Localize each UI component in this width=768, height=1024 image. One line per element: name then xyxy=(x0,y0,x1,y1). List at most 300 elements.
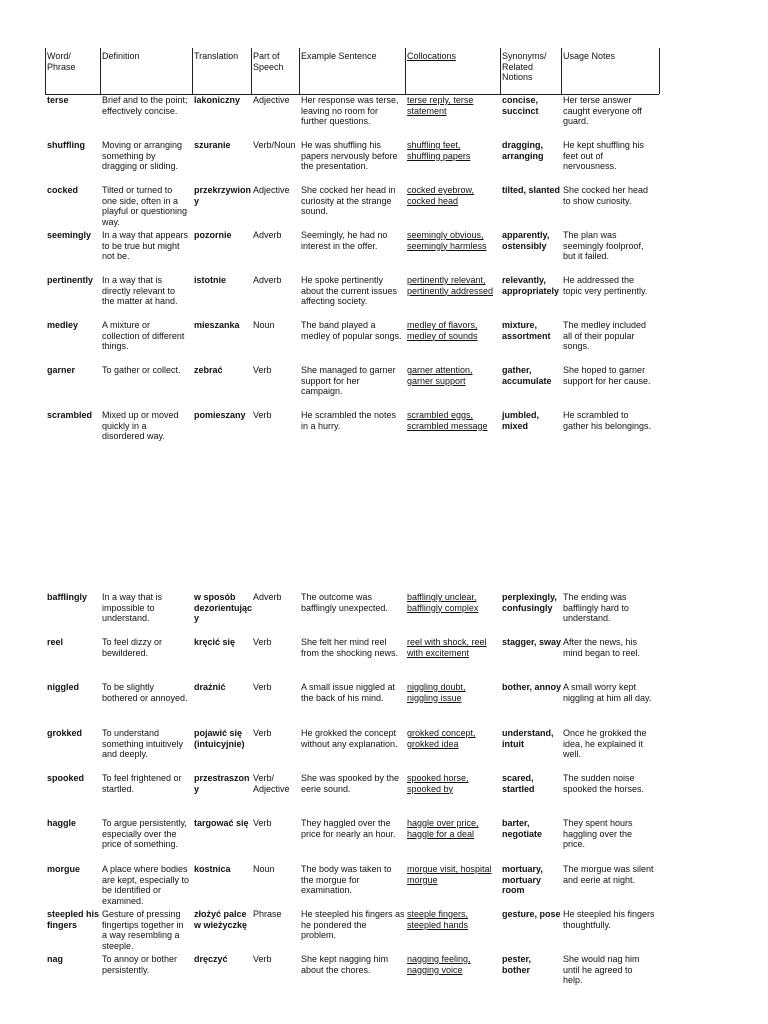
cell-line: She managed to garner xyxy=(301,365,396,375)
cell-line: affecting society. xyxy=(301,296,368,306)
cell-collocations xyxy=(407,818,479,839)
cell-word xyxy=(47,185,78,196)
cell-line: Tilted or turned to xyxy=(102,185,173,195)
cell-line: To gather or collect. xyxy=(102,365,181,375)
cell-line: pertinently relevant, xyxy=(407,275,486,285)
cell-line: kostnica xyxy=(194,864,231,874)
cell-line: The morgue was silent xyxy=(563,864,654,874)
cell-definition xyxy=(102,864,189,906)
cell-line: thoughtfully. xyxy=(563,919,611,930)
cell-line: but it failed. xyxy=(563,251,610,261)
cell-line: nervousness. xyxy=(563,161,617,171)
cell-pos xyxy=(253,728,272,739)
cell-example xyxy=(301,909,405,941)
cell-line: curiosity at the strange xyxy=(301,195,392,206)
cell-pos xyxy=(253,954,272,965)
cell-line: She cocked her head xyxy=(563,185,649,195)
cell-collocations xyxy=(407,95,473,116)
cell-line: He steepled his fingers as xyxy=(301,909,405,919)
cell-synonyms xyxy=(502,140,544,161)
cell-line: spooked the horses. xyxy=(563,783,645,794)
cell-line: help. xyxy=(563,975,583,985)
cell-definition xyxy=(102,592,162,624)
header-word xyxy=(47,51,76,72)
cell-line: They spent hours xyxy=(563,818,633,828)
cell-usage xyxy=(563,728,647,760)
cell-line: Adverb xyxy=(253,275,282,285)
cell-line: the morgue for xyxy=(301,874,360,885)
cell-translation xyxy=(194,682,226,693)
cell-line: scrambled message xyxy=(407,420,488,431)
cell-usage xyxy=(563,320,646,352)
cell-usage xyxy=(563,410,651,431)
cell-definition xyxy=(102,275,178,307)
cell-line: nag xyxy=(47,954,64,964)
cell-line: drażnić xyxy=(194,682,226,692)
cell-line: Once he grokked the xyxy=(563,728,647,738)
cell-example xyxy=(301,728,398,749)
cell-line: Verb xyxy=(253,410,272,420)
header-translation xyxy=(194,51,238,62)
cell-translation xyxy=(194,954,228,965)
cell-line: examined. xyxy=(102,895,144,906)
cell-line: To understand xyxy=(102,728,160,738)
cell-line: support for her cause. xyxy=(563,375,651,386)
cell-line: pertinently addressed xyxy=(407,285,494,296)
cell-line: spooked by xyxy=(407,783,454,794)
cell-line: niggling issue xyxy=(407,692,462,703)
cell-line: apparently, xyxy=(502,230,550,240)
cell-line: disordered way. xyxy=(102,431,165,441)
cell-translation xyxy=(194,410,246,421)
cell-word xyxy=(47,818,76,829)
cell-line: interest in the offer. xyxy=(301,240,378,251)
cell-line: nagging voice xyxy=(407,964,463,975)
cell-definition xyxy=(102,410,179,442)
cell-line: things. xyxy=(102,341,129,351)
cell-line: idea, he explained it xyxy=(563,738,644,749)
cell-example xyxy=(301,818,396,839)
cell-example xyxy=(301,773,399,794)
cell-word xyxy=(47,864,80,875)
header-part-of-speech xyxy=(253,51,284,72)
cell-line: The body was taken to xyxy=(301,864,392,874)
cell-line: grokked xyxy=(47,728,83,738)
cell-definition xyxy=(102,365,181,376)
cell-line: She felt her mind reel xyxy=(301,637,387,647)
cell-line: Noun xyxy=(253,864,275,874)
cell-line: mortuary, xyxy=(502,864,543,874)
cell-line: bafflingly hard to xyxy=(563,602,629,613)
cell-line: He steepled his fingers xyxy=(563,909,655,919)
cell-translation xyxy=(194,773,250,794)
cell-line: złożyć palce xyxy=(194,909,247,919)
cell-pos xyxy=(253,410,272,421)
cell-line: the back of his mind. xyxy=(301,692,384,703)
cell-translation xyxy=(194,728,245,749)
cell-line: campaign. xyxy=(301,386,343,396)
cell-usage xyxy=(563,909,655,930)
cell-line: startled xyxy=(502,783,535,794)
cell-line: room xyxy=(502,885,525,895)
cell-usage xyxy=(563,818,633,850)
cell-line: terse xyxy=(47,95,69,105)
cell-line: scrambled eggs, xyxy=(407,410,474,420)
cell-line: medley of popular songs. xyxy=(301,330,402,341)
cell-line: He scrambled the notes xyxy=(301,410,397,420)
cell-collocations xyxy=(407,637,487,658)
cell-translation xyxy=(194,637,235,648)
cell-line: perplexingly, xyxy=(502,592,557,602)
cell-pos xyxy=(253,185,290,196)
cell-collocations xyxy=(407,410,488,431)
cell-line: intuit xyxy=(502,738,524,749)
cell-line: well. xyxy=(563,749,582,759)
cell-line: Her response was terse, xyxy=(301,95,399,105)
cell-line: grokked idea xyxy=(407,738,459,749)
cell-synonyms xyxy=(502,230,549,251)
cell-line: Verb xyxy=(253,682,272,692)
cell-line: from the shocking news. xyxy=(301,647,399,658)
cell-line: He addressed the xyxy=(563,275,635,285)
cell-definition xyxy=(102,320,184,352)
cell-line: Usage Notes xyxy=(563,51,616,61)
cell-line: szuranie xyxy=(194,140,231,150)
cell-synonyms xyxy=(502,954,531,975)
cell-pos xyxy=(253,682,272,693)
cell-line: pomieszany xyxy=(194,410,246,420)
cell-line: fingers xyxy=(47,919,78,930)
cell-line: In a way that is xyxy=(102,592,163,602)
cell-example xyxy=(301,365,396,397)
cell-line: mixture, xyxy=(502,320,538,330)
cell-line: quickly in a xyxy=(102,420,147,431)
cell-line: shuffling xyxy=(47,140,85,150)
cell-line: After the news, his xyxy=(563,637,638,647)
cell-line: tilted, slanted xyxy=(502,185,561,195)
cell-line: Word/ xyxy=(47,51,71,61)
cell-word xyxy=(47,275,93,286)
cell-line: seemingly harmless xyxy=(407,240,487,251)
header-usage-notes xyxy=(563,51,615,62)
cell-line: w sposób xyxy=(194,592,236,602)
cell-line: price of something. xyxy=(102,839,179,849)
cell-pos xyxy=(253,864,275,875)
cell-line: Part of xyxy=(253,51,280,61)
cell-line: medley of flavors, xyxy=(407,320,478,330)
cell-synonyms xyxy=(502,818,542,839)
cell-translation xyxy=(194,275,226,286)
cell-line: She was spooked by the xyxy=(301,773,400,783)
cell-line: A small issue niggled at xyxy=(301,682,396,692)
cell-line: and eerie at night. xyxy=(563,874,636,885)
header-example xyxy=(301,51,377,62)
cell-synonyms xyxy=(502,185,560,196)
cell-translation xyxy=(194,320,240,331)
cell-line: steepled his xyxy=(47,909,100,919)
cell-line: dezorientując xyxy=(194,602,253,613)
cell-line: cocked xyxy=(47,185,79,195)
cell-line: all of their popular xyxy=(563,330,635,341)
cell-line: confusingly xyxy=(502,602,553,613)
cell-line: until he agreed to xyxy=(563,964,633,975)
cell-line: kręcić się xyxy=(194,637,236,647)
cell-word xyxy=(47,773,84,784)
cell-collocations xyxy=(407,185,474,206)
cell-line: arranging xyxy=(502,150,544,161)
cell-usage xyxy=(563,864,654,885)
cell-line: cocked eyebrow, xyxy=(407,185,475,195)
cell-line: Verb xyxy=(253,954,272,964)
cell-line: scared, xyxy=(502,773,534,783)
cell-synonyms xyxy=(502,728,554,749)
cell-line: seemingly obvious, xyxy=(407,230,484,240)
cell-line: niggled xyxy=(47,682,79,692)
cell-line: medley xyxy=(47,320,79,330)
cell-line: Speech xyxy=(253,61,284,72)
cell-line: dragging, xyxy=(502,140,543,150)
cell-line: She kept nagging him xyxy=(301,954,389,964)
cell-definition xyxy=(102,909,184,951)
cell-line: topic very pertinently. xyxy=(563,285,648,296)
cell-line: morgue xyxy=(47,864,81,874)
cell-line: steeple fingers, xyxy=(407,909,469,919)
cell-line: sound. xyxy=(301,206,329,216)
cell-line: collection of different xyxy=(102,330,185,341)
cell-line: especially over the xyxy=(102,828,177,839)
cell-line: bafflingly xyxy=(47,592,87,602)
cell-line: he pondered the xyxy=(301,919,367,930)
cell-line: succinct xyxy=(502,105,539,116)
cell-line: statement xyxy=(407,105,447,116)
cell-word xyxy=(47,95,69,106)
cell-line: To annoy or bother xyxy=(102,954,178,964)
cell-example xyxy=(301,954,388,975)
cell-line: understand, xyxy=(502,728,554,738)
cell-definition xyxy=(102,185,187,227)
cell-line: terse reply, terse xyxy=(407,95,474,105)
cell-definition xyxy=(102,95,188,116)
cell-line: guard. xyxy=(563,116,589,126)
cell-line: morgue xyxy=(407,874,438,885)
cell-synonyms xyxy=(502,864,543,896)
cell-line: gather his belongings. xyxy=(563,420,652,431)
cell-line: Noun xyxy=(253,320,275,330)
cell-line: mieszanka xyxy=(194,320,240,330)
cell-line: To argue persistently, xyxy=(102,818,187,828)
cell-line: appropriately xyxy=(502,285,560,296)
cell-line: They haggled over the xyxy=(301,818,391,828)
cell-line: dragging or sliding. xyxy=(102,161,179,171)
cell-line: price for nearly an hour. xyxy=(301,828,396,839)
cell-usage xyxy=(563,140,644,172)
cell-line: A small worry kept xyxy=(563,682,637,692)
cell-synonyms xyxy=(502,637,561,648)
cell-line: grokked concept, xyxy=(407,728,476,738)
cell-line: without any explanation. xyxy=(301,738,398,749)
header-definition xyxy=(102,51,140,62)
cell-line: leaving no room for xyxy=(301,105,379,116)
cell-line: shuffling papers xyxy=(407,150,471,161)
cell-word xyxy=(47,682,79,693)
cell-line: garner support xyxy=(407,375,466,386)
cell-definition xyxy=(102,954,177,975)
cell-example xyxy=(301,95,399,127)
cell-definition xyxy=(102,682,188,703)
cell-pos xyxy=(253,909,282,920)
cell-line: Collocations xyxy=(407,51,457,61)
cell-usage xyxy=(563,954,640,986)
cell-example xyxy=(301,140,398,172)
cell-word xyxy=(47,230,91,241)
cell-line: in a hurry. xyxy=(301,420,341,431)
cell-definition xyxy=(102,140,182,172)
cell-word xyxy=(47,140,85,151)
cell-collocations xyxy=(407,954,471,975)
cell-usage xyxy=(563,637,640,658)
cell-line: przestraszon xyxy=(194,773,250,783)
cell-example xyxy=(301,185,396,217)
header-collocations xyxy=(407,51,456,62)
cell-translation xyxy=(194,95,240,106)
cell-translation xyxy=(194,818,249,829)
cell-line: Definition xyxy=(102,51,140,61)
cell-line: be identified or xyxy=(102,885,162,895)
cell-line: are kept, especially to xyxy=(102,874,190,885)
cell-line: gesture, pose xyxy=(502,909,561,919)
cell-definition xyxy=(102,818,187,850)
cell-line: Verb/Noun xyxy=(253,140,296,150)
cell-line: Adjective xyxy=(253,783,290,794)
cell-pos xyxy=(253,140,296,151)
cell-line: garner attention, xyxy=(407,365,473,375)
cell-line: barter, xyxy=(502,818,530,828)
cell-line: Adverb xyxy=(253,592,282,602)
cell-word xyxy=(47,637,63,648)
cell-translation xyxy=(194,230,232,241)
cell-line: istotnie xyxy=(194,275,227,285)
cell-definition xyxy=(102,637,162,658)
cell-pos xyxy=(253,773,290,794)
cell-line: haggle over price, xyxy=(407,818,479,828)
cell-collocations xyxy=(407,864,492,885)
cell-line: negotiate xyxy=(502,828,543,839)
cell-line: He scrambled to xyxy=(563,410,629,420)
cell-synonyms xyxy=(502,410,539,431)
cell-line: To feel dizzy or xyxy=(102,637,163,647)
cell-line: nagging feeling, xyxy=(407,954,471,964)
cell-line: and deeply. xyxy=(102,749,148,759)
cell-line: bafflingly unclear, xyxy=(407,592,477,602)
cell-word xyxy=(47,320,78,331)
cell-line: Verb xyxy=(253,728,272,738)
cell-line: zebrać xyxy=(194,365,223,375)
cell-line: targować się xyxy=(194,818,249,828)
cell-line: bafflingly complex xyxy=(407,602,479,613)
cell-pos xyxy=(253,365,272,376)
cell-line: He was shuffling his xyxy=(301,140,381,150)
cell-word xyxy=(47,728,82,739)
cell-collocations xyxy=(407,592,478,613)
cell-line: The outcome was xyxy=(301,592,373,602)
cell-line: mortuary xyxy=(502,874,542,885)
cell-usage xyxy=(563,95,642,127)
cell-translation xyxy=(194,909,247,930)
cell-line: something intuitively xyxy=(102,738,184,749)
cell-pos xyxy=(253,592,282,603)
cell-line: steepled hands xyxy=(407,919,469,930)
cell-collocations xyxy=(407,909,468,930)
cell-word xyxy=(47,365,75,376)
cell-definition xyxy=(102,230,188,262)
cell-pos xyxy=(253,320,275,331)
cell-line: feet out of xyxy=(563,150,604,161)
cell-line: stagger, sway xyxy=(502,637,562,647)
cell-line: seemingly xyxy=(47,230,92,240)
cell-line: caught everyone off xyxy=(563,105,642,116)
cell-line: pozornie xyxy=(194,230,232,240)
cell-line: something by xyxy=(102,150,156,161)
cell-line: He spoke pertinently xyxy=(301,275,384,285)
cell-synonyms xyxy=(502,909,561,920)
cell-line: scrambled xyxy=(47,410,93,420)
cell-example xyxy=(301,592,388,613)
cell-usage xyxy=(563,365,651,386)
cell-definition xyxy=(102,728,183,760)
cell-line: one side, often in a xyxy=(102,195,179,206)
cell-line: shuffling feet, xyxy=(407,140,461,150)
cell-example xyxy=(301,230,387,251)
cell-line: The sudden noise xyxy=(563,773,635,783)
cell-line: accumulate xyxy=(502,375,552,386)
cell-collocations xyxy=(407,682,466,703)
cell-line: To feel frightened or xyxy=(102,773,182,783)
cell-line: support for her xyxy=(301,375,360,386)
cell-line: problem. xyxy=(301,930,337,940)
cell-collocations xyxy=(407,773,469,794)
cell-line: spooked xyxy=(47,773,85,783)
cell-line: directly relevant to xyxy=(102,285,176,296)
cell-line: In a way that appears xyxy=(102,230,189,240)
cell-line: To be slightly xyxy=(102,682,155,692)
cell-translation xyxy=(194,365,223,376)
cell-line: haggle for a deal xyxy=(407,828,475,839)
cell-line: She hoped to garner xyxy=(563,365,646,375)
cell-line: understand. xyxy=(563,613,611,623)
cell-line: Phrase xyxy=(47,61,76,72)
cell-line: to show curiosity. xyxy=(563,195,632,206)
cell-synonyms xyxy=(502,365,552,386)
cell-example xyxy=(301,682,395,703)
cell-line: He grokked the concept xyxy=(301,728,397,738)
cell-line: The band played a xyxy=(301,320,376,330)
cell-line: with excitement xyxy=(407,647,470,658)
cell-line: further questions. xyxy=(301,116,371,126)
cell-synonyms xyxy=(502,95,539,116)
cell-line: papers nervously before xyxy=(301,150,398,161)
cell-line: Verb/ xyxy=(253,773,275,783)
cell-line: morgue visit, hospital xyxy=(407,864,492,874)
cell-usage xyxy=(563,682,651,703)
cell-line: Seemingly, he had no xyxy=(301,230,388,240)
cell-translation xyxy=(194,864,231,875)
cell-line: fingertips together in xyxy=(102,919,184,930)
cell-definition xyxy=(102,773,182,794)
cell-line: seemingly foolproof, xyxy=(563,240,644,251)
cell-line: the matter at hand. xyxy=(102,296,178,306)
cell-line: mind began to reel. xyxy=(563,647,641,658)
cell-word xyxy=(47,954,63,965)
